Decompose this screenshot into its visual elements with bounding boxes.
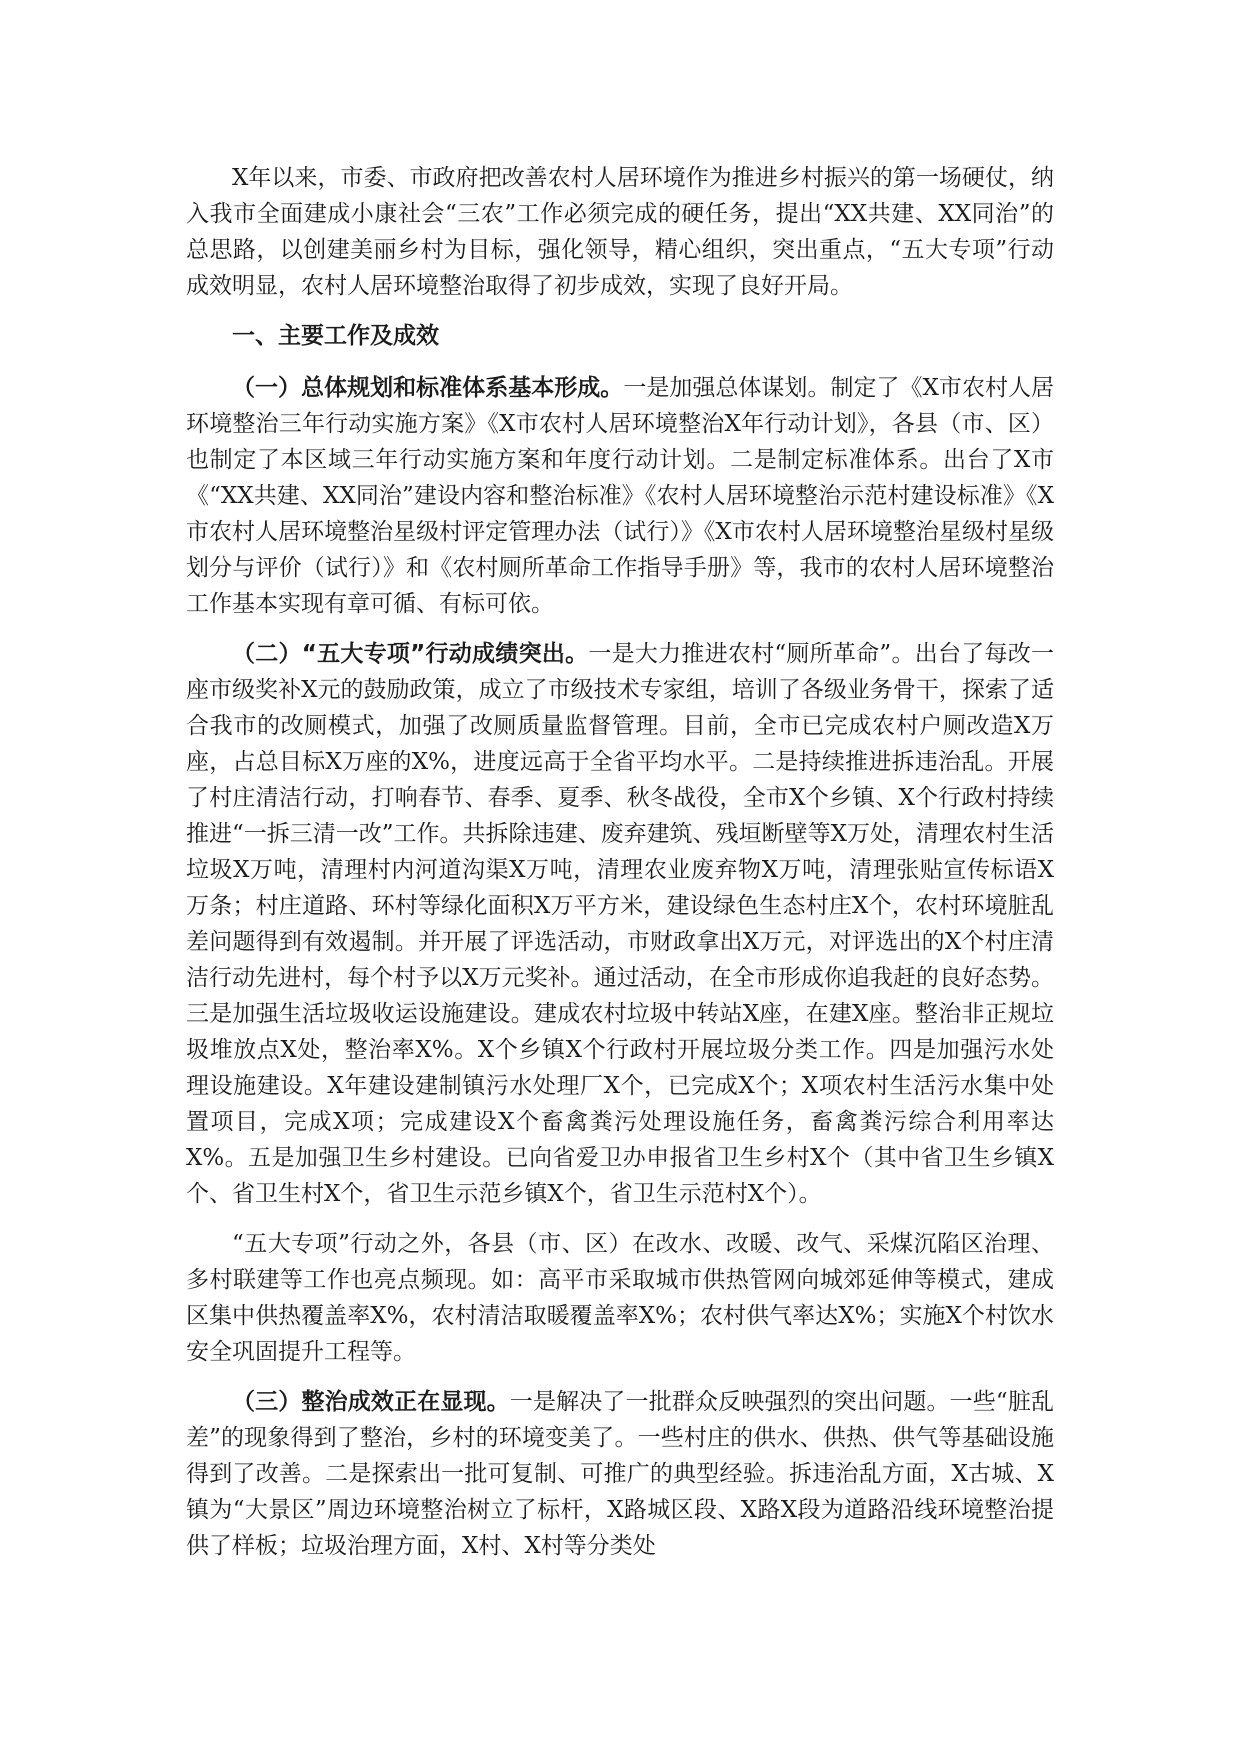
section-heading: 一、主要工作及成效 (232, 323, 439, 349)
subsection-2-body: 一是大力推进农村“厕所革命”。出台了每改一座市级奖补X元的鼓励政策，成立了市级技术专家组，培训了各级业务骨干，探索了适合我市的改厕模式，加强了改厕质量监督管理。目前，全市已完成农村户厕改造X万座，占总目标X万座的X%，进度远高于全省平均水平。二是持续推进拆违治乱。开展了村庄清洁行动，打响春节、春季、夏季、秋冬战役，全市X个乡镇、X个行政村持续推进“一拆三清一改”工作。共拆除违建、废弃建筑、残垣断壁等X万处，清理农村生活垃圾X万吨，清理村内河道沟渠X万吨，清理农业废弃物X万吨，清理张贴宣传标语X万条；村庄道路、环村等绿化面积X万平方米，建设绿色生态村庄X个，农村环境脏乱差问题得到有效遏制。并开展了评选活动，市财政拿出X万元，对评选出的X个村庄清洁行动先进村，每个村予以X万元奖补。通过活动，在全市形成你追我赶的良好态势。三是加强生活垃圾收运设施建设。建成农村垃圾中转站X座，在建X座。整治非正规垃圾堆放点X处，整治率X%。X个乡镇X个行政村开展垃圾分类工作。四是加强污水处理设施建设。X年建设建制镇污水处理厂X个，已完成X个；X项农村生活污水集中处置项目，完成X项；完成建设X个畜禽粪污处理设施任务，畜禽粪污综合利用率达X%。五是加强卫生乡村建设。已向省爱卫办申报省卫生乡村X个（其中省卫生乡镇X个、省卫生村X个，省卫生示范乡镇X个，省卫生示范村X个）。 (186, 641, 1054, 1207)
subsection-2-lead: （二）“五大专项”行动成绩突出。 (232, 641, 589, 667)
subsection-2-paragraph (186, 636, 1054, 1212)
subsection-1-paragraph (186, 370, 1054, 622)
document-page (186, 160, 1054, 1578)
subsection-3-body: 一是解决了一批群众反映强烈的突出问题。一些“脏乱差”的现象得到了整治，乡村的环境变美了。一些村庄的供水、供热、供气等基础设施得到了改善。二是探索出一批可复制、可推广的典型经验。拆违治乱方面，X古城、X镇为“大景区”周边环境整治树立了标杆，X路城区段、X路X段为道路沿线环境整治提供了样板；垃圾治理方面，X村、X村等分类处 (186, 1389, 1054, 1559)
subsection-1-lead: （一）总体规划和标准体系基本形成。 (232, 375, 624, 401)
intro-paragraph: X年以来，市委、市政府把改善农村人居环境作为推进乡村振兴的第一场硬仗，纳入我市全面建成小康社会“三农”工作必须完成的硬任务，提出“XX共建、XX同治”的总思路，以创建美丽乡村为目标，强化领导，精心组织，突出重点，“五大专项”行动成效明显，农村人居环境整治取得了初步成效，实现了良好开局。 (186, 165, 1054, 299)
extra-paragraph: “五大专项”行动之外，各县（市、区）在改水、改暖、改气、采煤沉陷区治理、多村联建等工作也亮点频现。如：高平市采取城市供热管网向城郊延伸等模式，建成区集中供热覆盖率X%，农村清洁取暖覆盖率X%；农村供气率达X%；实施X个村饮水安全巩固提升工程等。 (186, 1231, 1054, 1365)
subsection-1-body: 一是加强总体谋划。制定了《X市农村人居环境整治三年行动实施方案》《X市农村人居环境整治X年行动计划》，各县（市、区）也制定了本区域三年行动实施方案和年度行动计划。二是制定标准体系。出台了X市《“XX共建、XX同治”建设内容和整治标准》《农村人居环境整治示范村建设标准》《X市农村人居环境整治星级村评定管理办法（试行）》《X市农村人居环境整治星级村星级划分与评价（试行）》和《农村厕所革命工作指导手册》等，我市的农村人居环境整治工作基本实现有章可循、有标可依。 (186, 375, 1055, 617)
subsection-3-paragraph (186, 1384, 1054, 1564)
subsection-3-lead: （三）整治成效正在显现。 (232, 1389, 510, 1415)
